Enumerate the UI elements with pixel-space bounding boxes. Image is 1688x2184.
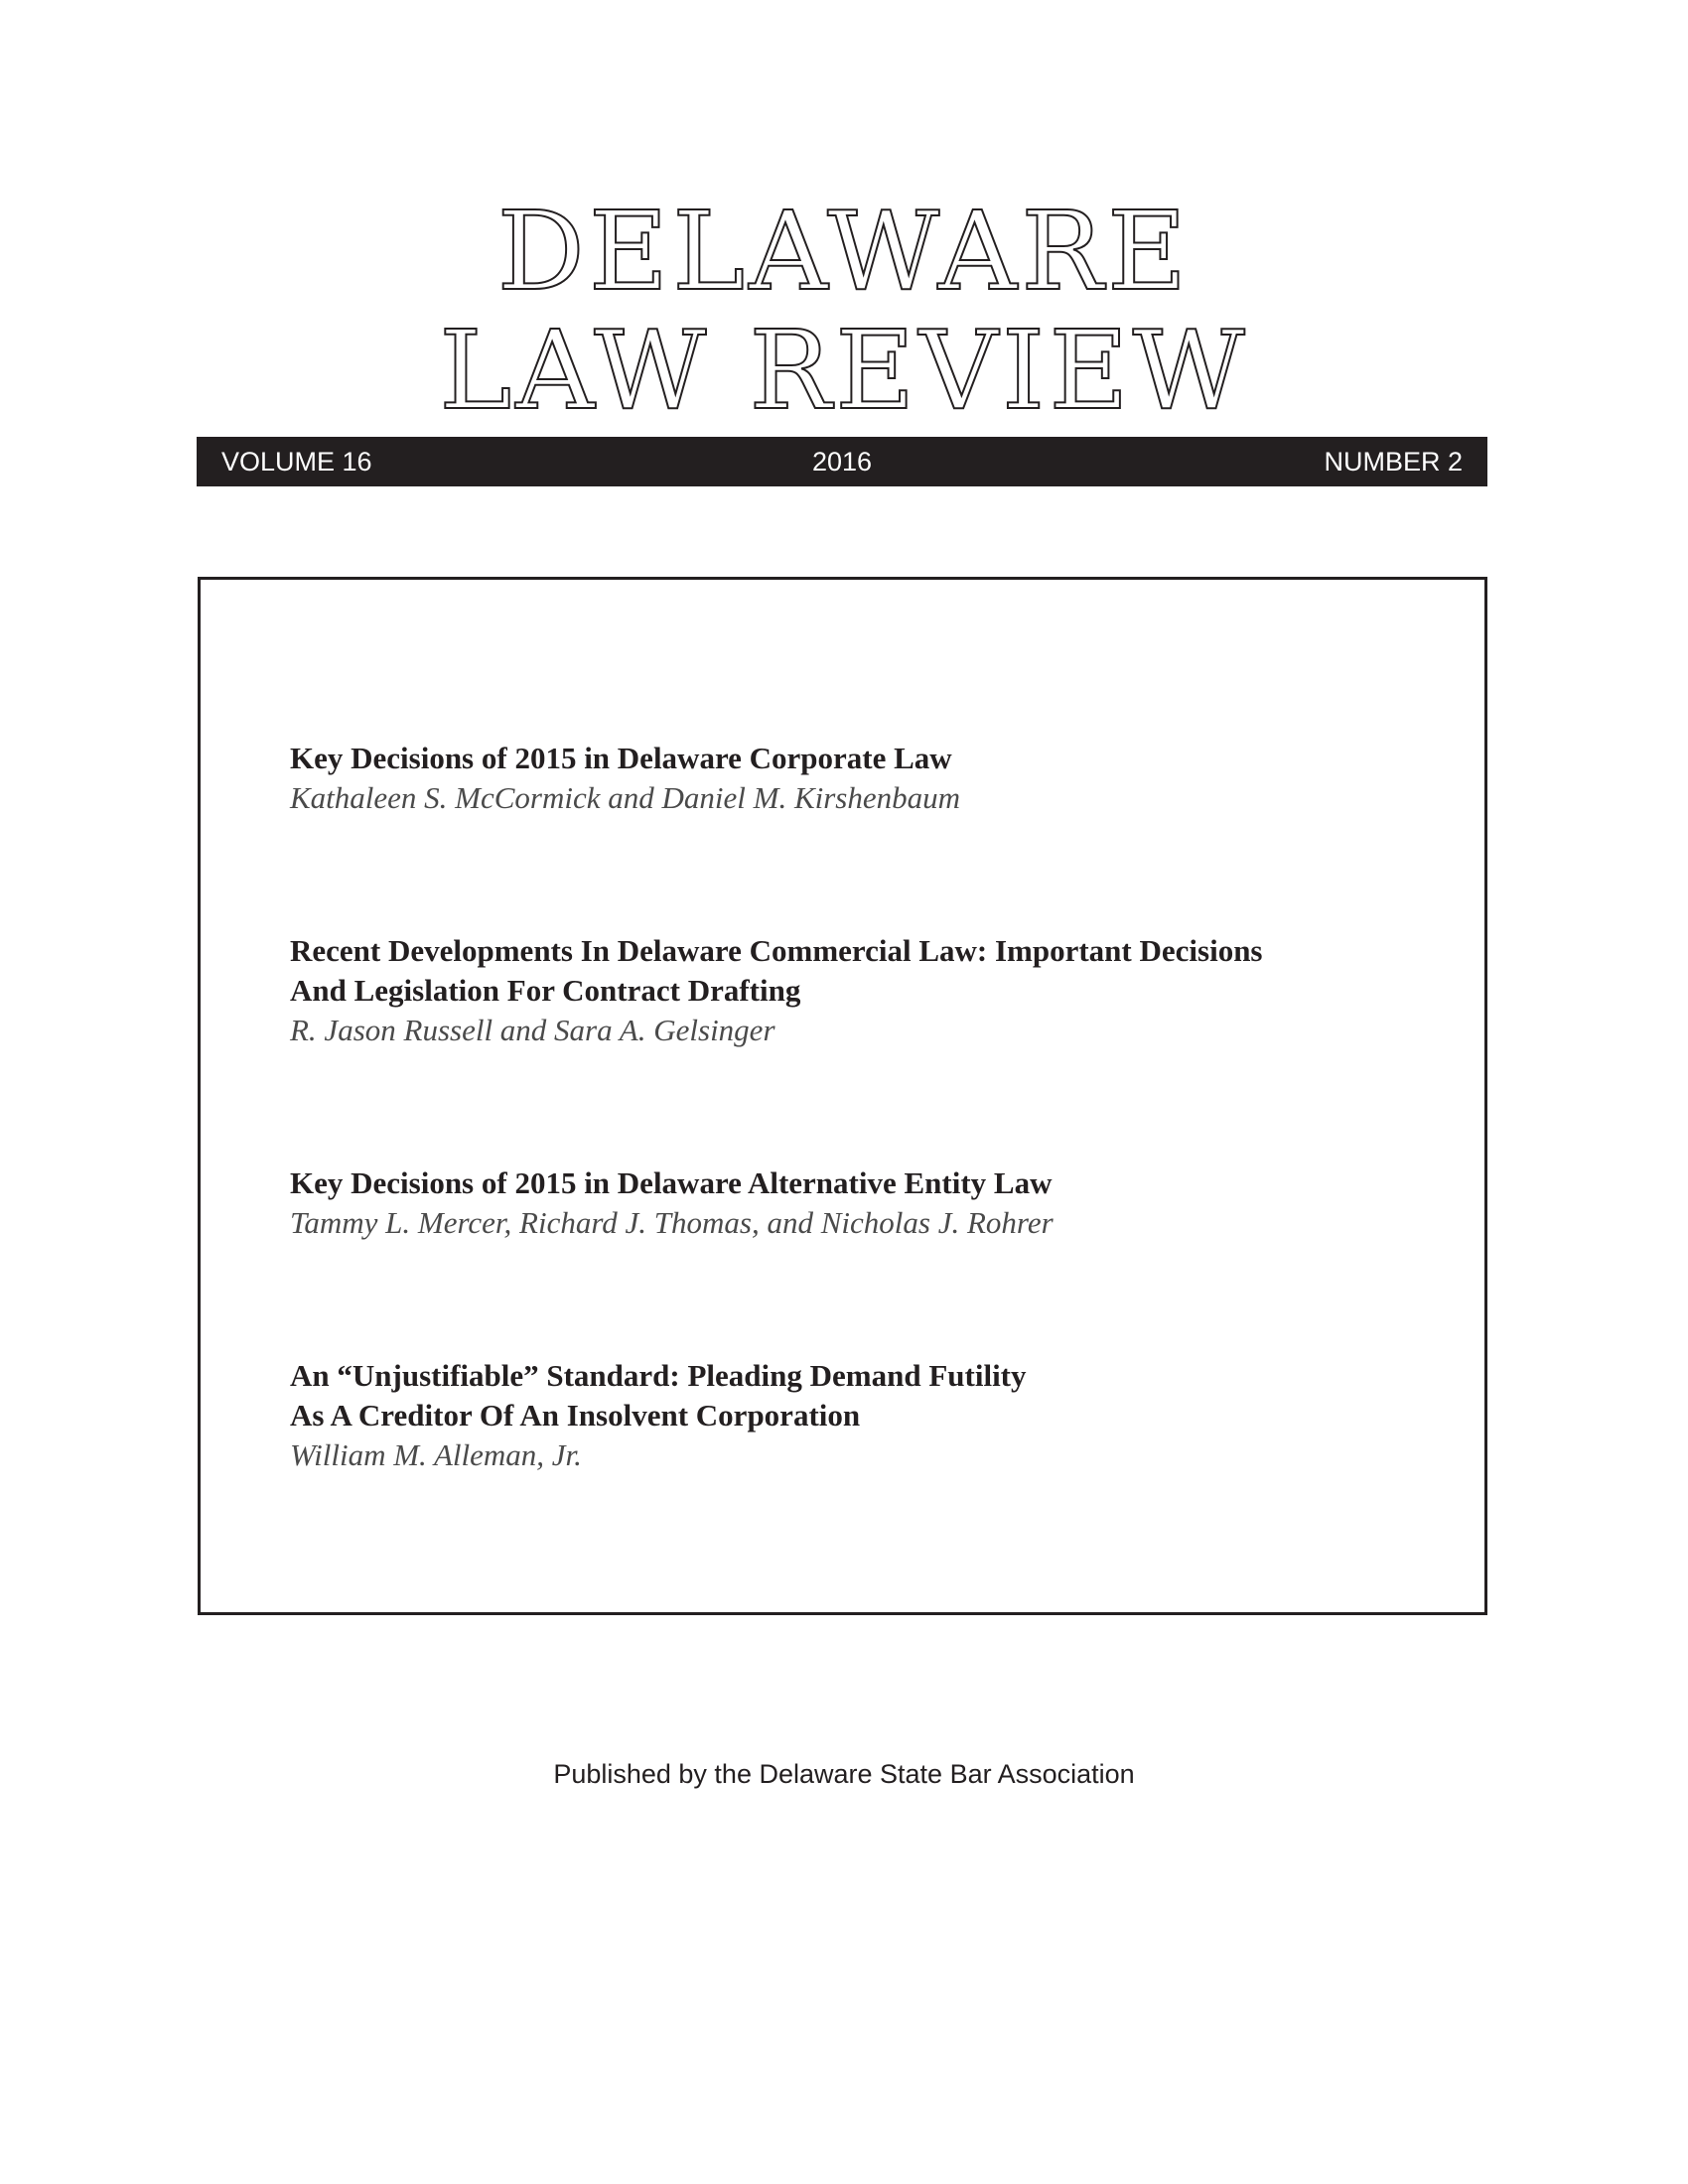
article-title-line-2: As A Creditor Of An Insolvent Corporation [290, 1398, 861, 1433]
article-title-line-2: And Legislation For Contract Drafting [290, 973, 801, 1008]
article-entry-4[interactable] [290, 1356, 1402, 1475]
masthead-title-line-1: DELAWARE [496, 188, 1192, 315]
article-title: Key Decisions of 2015 in Delaware Alternative Entity Law [290, 1165, 1053, 1200]
year-label: 2016 [811, 446, 873, 477]
article-authors: Kathaleen S. McCormick and Daniel M. Kirshenbaum [290, 780, 961, 815]
article-title: Key Decisions of 2015 in Delaware Corporate Law [290, 741, 952, 775]
publisher-credit: Published by the Delaware State Bar Association [553, 1759, 1135, 1789]
article-authors: R. Jason Russell and Sara A. Gelsinger [290, 1013, 775, 1047]
article-entry-3[interactable] [290, 1163, 1402, 1243]
volume-label: VOLUME 16 [221, 446, 372, 477]
article-entry-2[interactable] [290, 931, 1402, 1050]
article-entry-1[interactable] [290, 739, 1402, 818]
article-title-line-1: An “Unjustifiable” Standard: Pleading Demand Futility [290, 1358, 1027, 1393]
article-authors: William M. Alleman, Jr. [290, 1437, 582, 1472]
issue-number-label: NUMBER 2 [1324, 446, 1463, 477]
article-authors: Tammy L. Mercer, Richard J. Thomas, and Nicholas J. Rohrer [290, 1205, 1054, 1240]
issue-info-bar [197, 437, 1487, 486]
masthead-title-line-2: LAW REVIEW [439, 307, 1249, 434]
article-title-line-1: Recent Developments In Delaware Commercial Law: Important Decisions [290, 933, 1263, 968]
table-of-contents-box [198, 577, 1487, 1615]
